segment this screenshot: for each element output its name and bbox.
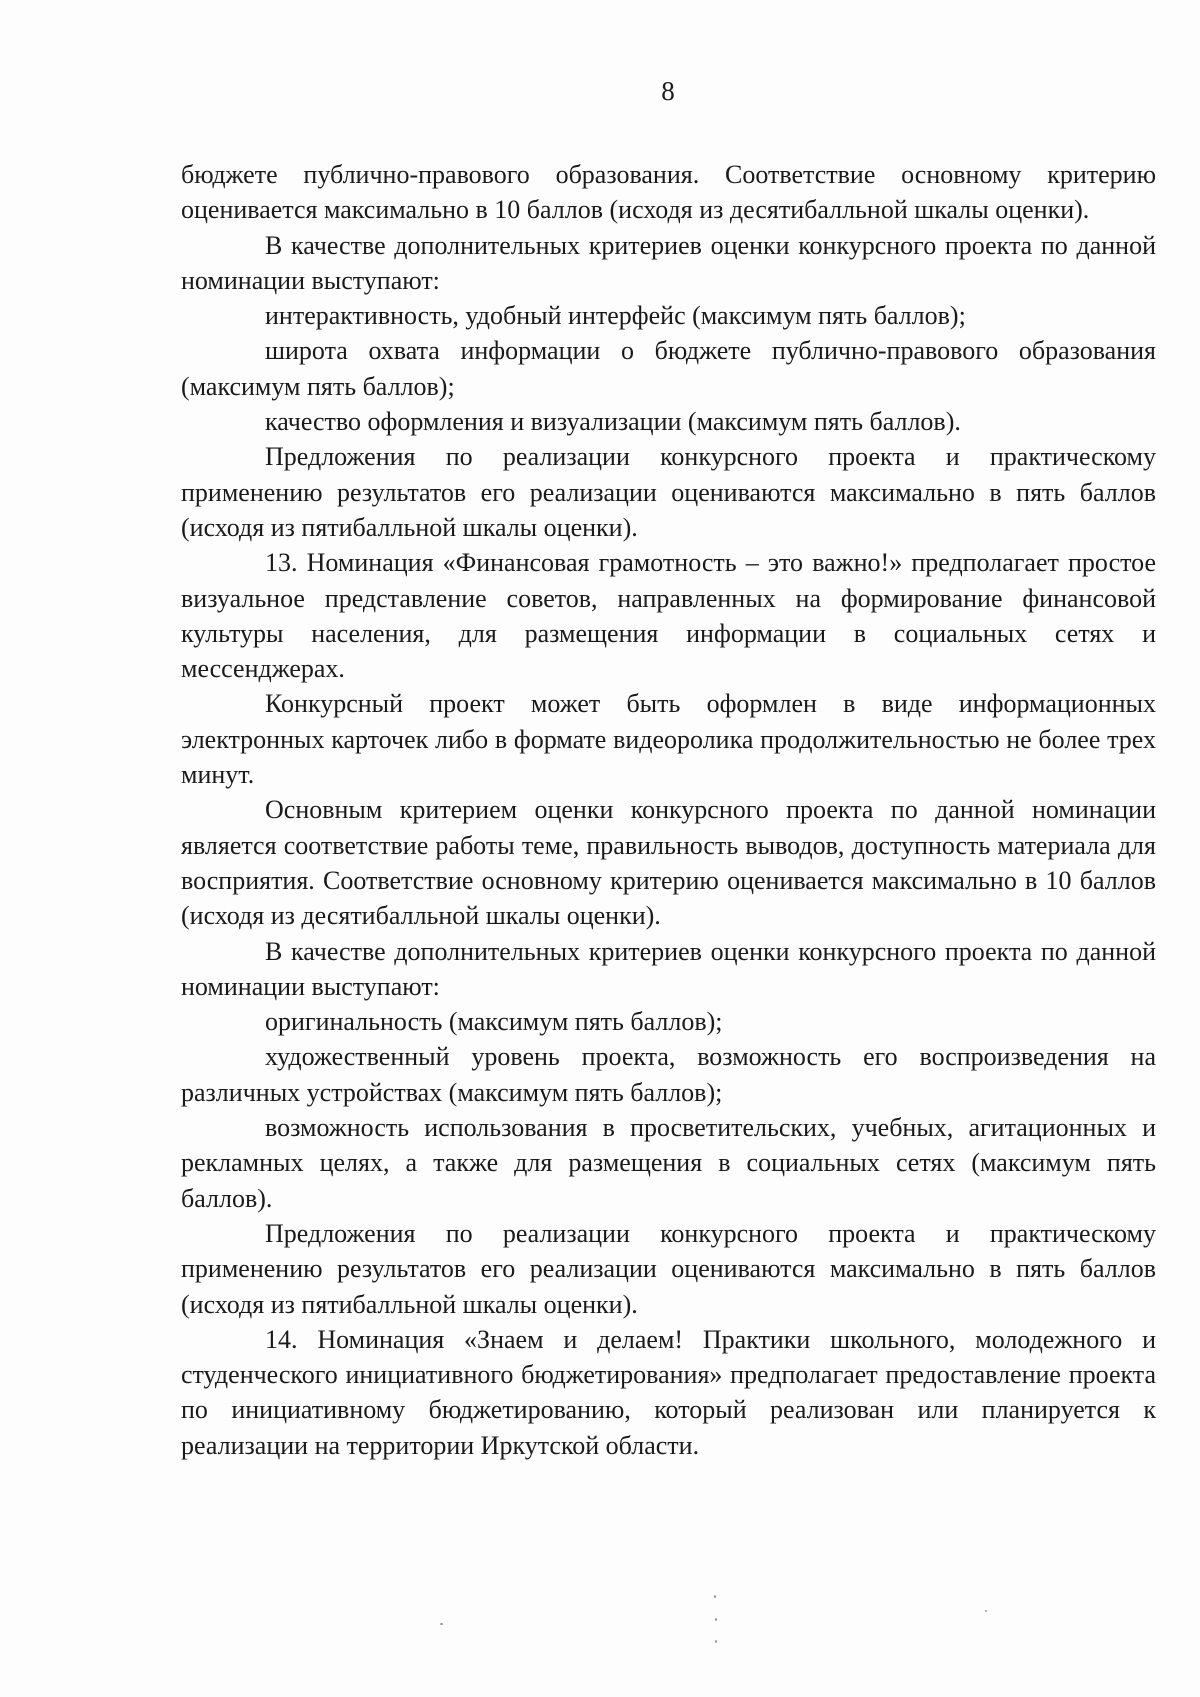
scan-speck: [715, 1618, 717, 1621]
paragraph: Предложения по реализации конкурсного проекта и практическому применению результатов его реализации оцениваются максимально в пять баллов (исходя из пятибалльной шкалы оценки).: [181, 1218, 1156, 1319]
scan-speck: [985, 1610, 987, 1612]
list-item: качество оформления и визуализации (максимум пять баллов).: [265, 407, 961, 437]
list-item: художественный уровень проекта, возможность его воспроизведения на различных устройствах (максимум пять баллов);: [181, 1042, 1156, 1107]
paragraph: Основным критерием оценки конкурсного проекта по данной номинации является соответствие работы теме, правильность выводов, доступность материала для восприятия. Соответствие основному критерию оценивается максимально в 10 баллов (исходя из десятибалльной шкалы оценки).: [181, 795, 1156, 931]
document-body: [181, 157, 1156, 1463]
paragraph: В качестве дополнительных критериев оценки конкурсного проекта по данной номинации выступают:: [181, 936, 1156, 1001]
scan-speck: [715, 1640, 717, 1643]
paragraph: Предложения по реализации конкурсного проекта и практическому применению результатов его реализации оцениваются максимально в пять баллов (исходя из пятибалльной шкалы оценки).: [181, 442, 1156, 542]
list-item: интерактивность, удобный интерфейс (максимум пять баллов);: [265, 301, 966, 331]
paragraph: 13. Номинация «Финансовая грамотность – это важно!» предполагает простое визуальное представление советов, направленных на формирование финансовой культуры населения, для размещения информации в социальных сетях и мессенджерах.: [181, 548, 1156, 684]
scan-speck: [714, 1595, 716, 1598]
list-item: возможность использования в просветительских, учебных, агитационных и рекламных целях, а также для размещения в социальных сетях (максимум пять баллов).: [181, 1113, 1156, 1213]
list-item: широта охвата информации о бюджете публично-правового образования (максимум пять баллов);: [181, 336, 1156, 401]
paragraph: 14. Номинация «Знаем и делаем! Практики школьного, молодежного и студенческого инициативного бюджетирования» предполагает предоставление проекта по инициативному бюджетированию, который реализован или планируется к реализации на территории Иркутской области.: [181, 1324, 1156, 1460]
paragraph: В качестве дополнительных критериев оценки конкурсного проекта по данной номинации выступают:: [181, 230, 1156, 295]
list-item: оригинальность (максимум пять баллов);: [265, 1007, 723, 1037]
paragraph: Конкурсный проект может быть оформлен в виде информационных электронных карточек либо в формате видеоролика продолжительностью не более трех минут.: [181, 689, 1156, 790]
page-number: 8: [661, 76, 675, 106]
scan-speck: [440, 1623, 443, 1625]
paragraph: бюджете публично-правового образования. Соответствие основному критерию оценивается максимально в 10 баллов (исходя из десятибалльной шкалы оценки).: [181, 160, 1156, 225]
